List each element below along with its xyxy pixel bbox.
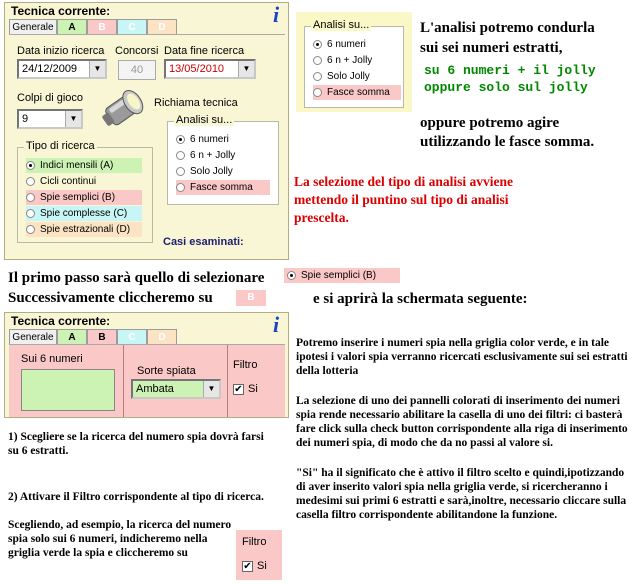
vertical-divider xyxy=(227,345,228,417)
end-date-value: 13/05/2010 xyxy=(169,63,225,75)
analysis-option[interactable] xyxy=(176,132,229,147)
radio-selected-icon[interactable] xyxy=(313,40,322,49)
text-opens-screen: e si aprirà la schermata seguente: xyxy=(313,291,528,307)
shots-dropdown[interactable] xyxy=(17,109,83,129)
panel-title: Tecnica corrente: xyxy=(11,4,111,18)
start-date-dropdown[interactable] xyxy=(17,59,107,79)
analysis-option[interactable] xyxy=(313,85,401,100)
chevron-down-icon[interactable]: ▼ xyxy=(89,61,105,77)
contests-field[interactable]: 40 xyxy=(118,60,156,80)
option-label: 6 numeri xyxy=(327,39,366,50)
text-p1-mono2: oppure solo sul jolly xyxy=(424,80,588,95)
option-label: Solo Jolly xyxy=(190,166,233,177)
spie-row xyxy=(9,344,285,417)
shots-value: 9 xyxy=(22,113,29,125)
analysis-option[interactable] xyxy=(176,148,235,163)
text-red-line2: mettendo il puntino sul tipo di analisi xyxy=(294,192,509,207)
recall-technique-label[interactable]: Richiama tecnica xyxy=(154,97,238,109)
search-type-option[interactable] xyxy=(26,206,142,221)
radio-icon[interactable] xyxy=(176,167,185,176)
tab-bar xyxy=(9,19,209,35)
technique-panel-top xyxy=(4,2,289,260)
radio-icon[interactable] xyxy=(176,183,185,192)
tab-b-preview[interactable]: B xyxy=(236,290,266,306)
analysis-title: Analisi su... xyxy=(313,19,370,31)
search-type-option[interactable] xyxy=(26,158,142,173)
option-label: Spie complesse (C) xyxy=(40,208,128,219)
radio-icon[interactable] xyxy=(313,56,322,65)
radio-icon[interactable] xyxy=(26,209,35,218)
checkbox-checked-icon[interactable]: ✔ xyxy=(243,560,252,572)
start-date-value: 24/12/2009 xyxy=(22,63,78,75)
tab-divider xyxy=(9,34,285,35)
search-type-group xyxy=(17,140,153,243)
analysis-option[interactable] xyxy=(176,180,270,195)
search-type-option[interactable] xyxy=(26,222,142,237)
text-first-step: Il primo passo sarà quello di selezionare xyxy=(8,270,265,286)
tab-d[interactable]: D xyxy=(147,329,177,344)
radio-icon[interactable] xyxy=(26,225,35,234)
tab-b[interactable]: B xyxy=(87,19,117,34)
option-label: Cicli continui xyxy=(40,176,97,187)
tab-c[interactable]: C xyxy=(117,329,147,344)
option-label: Spie semplici (B) xyxy=(40,192,116,203)
analysis-group xyxy=(167,114,279,205)
text-red-line1: La selezione del tipo di analisi avviene xyxy=(294,174,514,189)
chevron-down-icon[interactable]: ▼ xyxy=(65,111,81,127)
info-icon[interactable]: i xyxy=(272,2,280,27)
filter-small-box xyxy=(236,530,282,580)
option-label: 6 n + Jolly xyxy=(190,150,236,161)
sort-value: Ambata xyxy=(136,383,174,395)
cases-examined-label: Casi esaminati: xyxy=(163,236,244,248)
sort-label: Sorte spiata xyxy=(137,365,196,377)
end-date-label: Data fine ricerca xyxy=(164,45,245,57)
filter-check-label: Si xyxy=(257,560,267,572)
technique-panel-bottom xyxy=(4,312,289,418)
text-p1-line2: sui sei numeri estratti, xyxy=(420,40,563,56)
spie-semplici-label: Spie semplici (B) xyxy=(301,270,377,281)
search-type-option[interactable] xyxy=(26,190,142,205)
radio-selected-icon[interactable] xyxy=(26,161,35,170)
radio-selected-icon[interactable] xyxy=(287,271,296,280)
panel-title: Tecnica corrente: xyxy=(11,314,111,328)
analysis-group xyxy=(304,19,404,108)
chevron-down-icon[interactable]: ▼ xyxy=(203,381,219,397)
radio-icon[interactable] xyxy=(176,151,185,160)
option-label: Fasce somma xyxy=(190,182,253,193)
info-icon[interactable]: i xyxy=(272,312,280,337)
analysis-title: Analisi su... xyxy=(176,114,233,126)
radio-icon[interactable] xyxy=(313,88,322,97)
radio-selected-icon[interactable] xyxy=(176,135,185,144)
text-right-para3: "Si" ha il significato che è attivo il filtro scelto e quindi,ipotizzando di aver inserito valori spia nella griglia verde, si ricercheranno i medesimi sui primi 6 estratti e sarà,inoltre, necessario cliccare sulla casella filtro corrispondente abilitandone la funzione. xyxy=(296,467,627,521)
search-type-title: Tipo di ricerca xyxy=(26,140,95,152)
six-numbers-label: Sui 6 numeri xyxy=(21,353,83,365)
tab-bar xyxy=(9,329,209,345)
shots-label: Colpi di gioco xyxy=(17,92,84,104)
analysis-option[interactable] xyxy=(313,69,370,84)
text-step2-line2: Scegliendo, ad esempio, la ricerca del numero spia solo sui 6 numeri, indicheremo nella griglia verde la spia e cliccheremo su xyxy=(8,519,232,559)
tab-c[interactable]: C xyxy=(117,19,147,34)
analysis-option[interactable] xyxy=(313,37,366,52)
filter-checkbox-row[interactable] xyxy=(233,383,258,395)
chevron-down-icon[interactable]: ▼ xyxy=(238,61,254,77)
tab-a[interactable]: A xyxy=(57,19,87,34)
tab-generale[interactable]: Generale xyxy=(9,329,57,344)
text-step1: 1) Scegliere se la ricerca del numero spia dovrà farsi su 6 estratti. xyxy=(8,431,264,457)
text-right-para1: Potremo inserire i numeri spia nella griglia color verde, e in tale ipotesi i valori spia verranno ricercati esclusivamente sui sei estratti della lotteria xyxy=(296,337,628,377)
analysis-box-right xyxy=(296,12,412,112)
checkbox-checked-icon[interactable]: ✔ xyxy=(234,383,243,395)
analysis-option[interactable] xyxy=(176,164,233,179)
option-label: 6 n + Jolly xyxy=(327,55,373,66)
text-p1-line1: L'analisi potremo condurla xyxy=(420,20,595,36)
filter-label: Filtro xyxy=(242,536,267,548)
search-type-option[interactable] xyxy=(26,174,142,189)
spie-green-grid[interactable] xyxy=(21,369,115,411)
option-label: Indici mensili (A) xyxy=(40,160,114,171)
text-p1-mono1: su 6 numeri + il jolly xyxy=(424,63,596,78)
tab-d[interactable]: D xyxy=(147,19,177,34)
start-date-label: Data inizio ricerca xyxy=(17,45,105,57)
spie-semplici-button[interactable] xyxy=(284,268,400,283)
option-label: Fasce somma xyxy=(327,87,390,98)
sort-dropdown[interactable] xyxy=(131,379,221,399)
text-p2-line2: utilizzando le fasce somma. xyxy=(420,134,595,150)
text-red-line3: prescelta. xyxy=(294,210,349,225)
filter-label: Filtro xyxy=(233,359,258,371)
tab-b[interactable]: B xyxy=(87,329,117,344)
flashlight-icon[interactable] xyxy=(97,85,149,133)
tab-generale[interactable]: Generale xyxy=(9,19,57,34)
radio-icon[interactable] xyxy=(26,193,35,202)
text-right-para2: La selezione di uno dei pannelli colorati di inserimento dei numeri spia rende necessario abilitare la casella di uno dei filtri: ci basterà fare click sulla check button corrispondente alla riga di inserimento dei numeri spia, di modo che da no passi al valore si. xyxy=(296,395,628,449)
tab-a[interactable]: A xyxy=(57,329,87,344)
vertical-divider xyxy=(123,345,124,417)
text-then-click: Successivamente cliccheremo su xyxy=(8,290,213,306)
option-label: Solo Jolly xyxy=(327,71,370,82)
option-label: 6 numeri xyxy=(190,134,229,145)
contests-label: Concorsi xyxy=(115,45,159,57)
filter-checkbox-row[interactable] xyxy=(242,560,267,572)
analysis-option[interactable] xyxy=(313,53,372,68)
radio-icon[interactable] xyxy=(313,72,322,81)
text-p2-line1: oppure potremo agire xyxy=(420,115,560,131)
end-date-dropdown[interactable] xyxy=(164,59,256,79)
text-step2-line1: 2) Attivare il Filtro corrispondente al tipo di ricerca. xyxy=(8,491,264,503)
option-label: Spie estrazionali (D) xyxy=(40,224,131,235)
filter-check-label: Si xyxy=(248,383,258,395)
radio-icon[interactable] xyxy=(26,177,35,186)
